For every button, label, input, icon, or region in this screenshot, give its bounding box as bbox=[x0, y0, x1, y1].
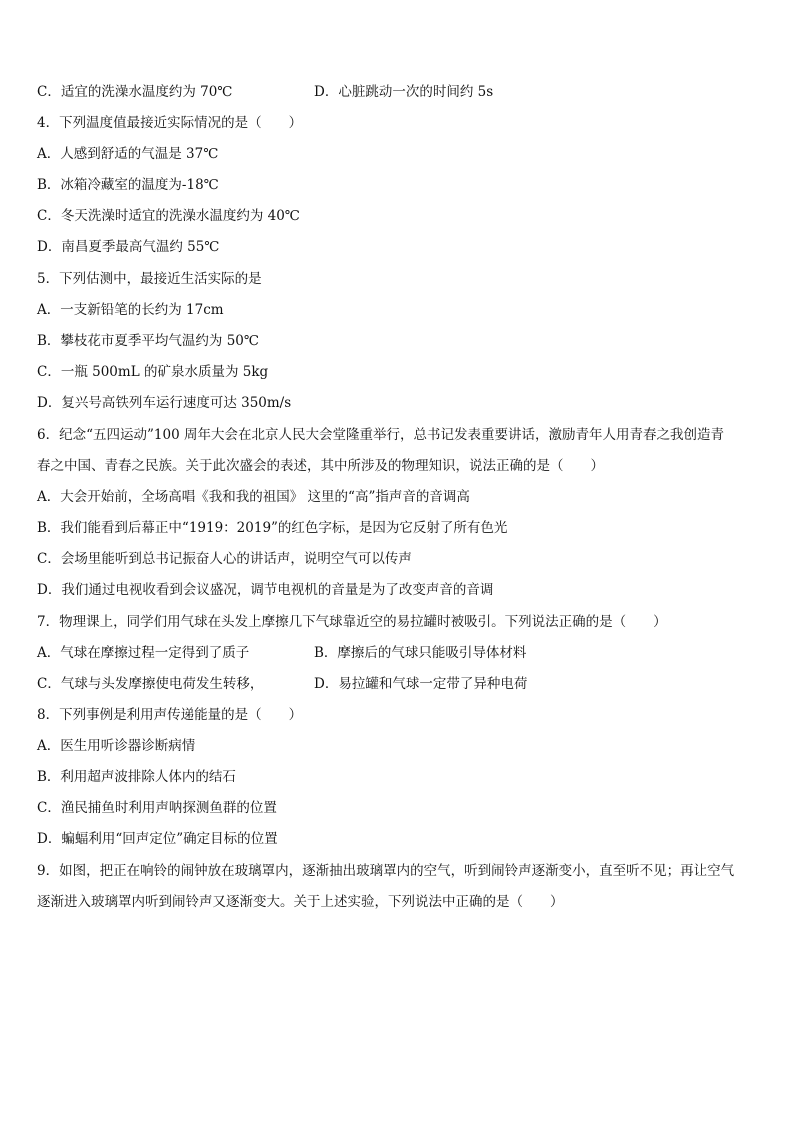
q4-option-d: D．南昌夏季最高气温约 55℃ bbox=[37, 239, 220, 255]
q9-stem-line1: 9．如图，把正在响铃的闹钟放在玻璃罩内，逐渐抽出玻璃罩内的空气，听到闹铃声逐渐变小，直至听不见；再让空气 bbox=[37, 863, 735, 879]
q4-option-a: A．人感到舒适的气温是 37℃ bbox=[37, 146, 219, 162]
q6-option-a: A．大会开始前，全场高唱《我和我的祖国》 这里的“高”指声音的音调高 bbox=[37, 489, 470, 505]
q8-stem: 8．下列事例是利用声传递能量的是（ ） bbox=[37, 707, 303, 723]
q3-option-d: D．心脏跳动一次的时间约 5s bbox=[314, 84, 494, 100]
q4-stem: 4．下列温度值最接近实际情况的是（ ） bbox=[37, 115, 303, 131]
q4-option-c: C．冬天洗澡时适宜的洗澡水温度约为 40℃ bbox=[37, 208, 300, 224]
q5-option-c: C．一瓶 500mL 的矿泉水质量为 5kg bbox=[37, 364, 269, 380]
q8-option-d: D．蝙蝠利用“回声定位”确定目标的位置 bbox=[37, 831, 278, 847]
q7-stem: 7．物理课上，同学们用气球在头发上摩擦几下气球靠近空的易拉罐时被吸引。下列说法正确的是（ ） bbox=[37, 614, 667, 630]
q8-option-b: B．利用超声波排除人体内的结石 bbox=[37, 769, 236, 785]
q7-option-d: D．易拉罐和气球一定带了异种电荷 bbox=[314, 676, 528, 692]
q6-option-c: C．会场里能听到总书记振奋人心的讲话声，说明空气可以传声 bbox=[37, 551, 412, 567]
q6-stem-line2: 春之中国、青春之民族。关于此次盛会的表述，其中所涉及的物理知识，说法正确的是（ ） bbox=[37, 458, 604, 474]
q9-stem-line2: 逐渐进入玻璃罩内听到闹铃声又逐渐变大。关于上述实验，下列说法中正确的是（ ） bbox=[37, 894, 564, 910]
q8-option-a: A．医生用听诊器诊断病情 bbox=[37, 738, 196, 754]
q7-option-c: C．气球与头发摩擦使电荷发生转移， bbox=[37, 676, 264, 692]
q6-option-b: B．我们能看到后幕正中“1919：2019”的红色字标，是因为它反射了所有色光 bbox=[37, 520, 508, 536]
q6-option-d: D．我们通过电视收看到会议盛况，调节电视机的音量是为了改变声音的音调 bbox=[37, 582, 494, 598]
q3-option-c: C．适宜的洗澡水温度约为 70℃ bbox=[37, 84, 233, 100]
q5-option-b: B．攀枝花市夏季平均气温约为 50℃ bbox=[37, 333, 259, 349]
q8-option-c: C．渔民捕鱼时利用声呐探测鱼群的位置 bbox=[37, 800, 277, 816]
q7-option-b: B．摩擦后的气球只能吸引导体材料 bbox=[314, 645, 527, 661]
q5-option-a: A．一支新铅笔的长约为 17cm bbox=[37, 302, 224, 318]
q5-stem: 5．下列估测中，最接近生活实际的是 bbox=[37, 271, 262, 287]
q4-option-b: B．冰箱冷藏室的温度为-18℃ bbox=[37, 177, 219, 193]
q5-option-d: D．复兴号高铁列车运行速度可达 350m/s bbox=[37, 395, 292, 411]
q6-stem-line1: 6．纪念“五四运动”100 周年大会在北京人民大会堂隆重举行，总书记发表重要讲话，激励青年人用青春之我创造青 bbox=[37, 427, 724, 443]
q7-option-a: A．气球在摩擦过程一定得到了质子 bbox=[37, 645, 250, 661]
